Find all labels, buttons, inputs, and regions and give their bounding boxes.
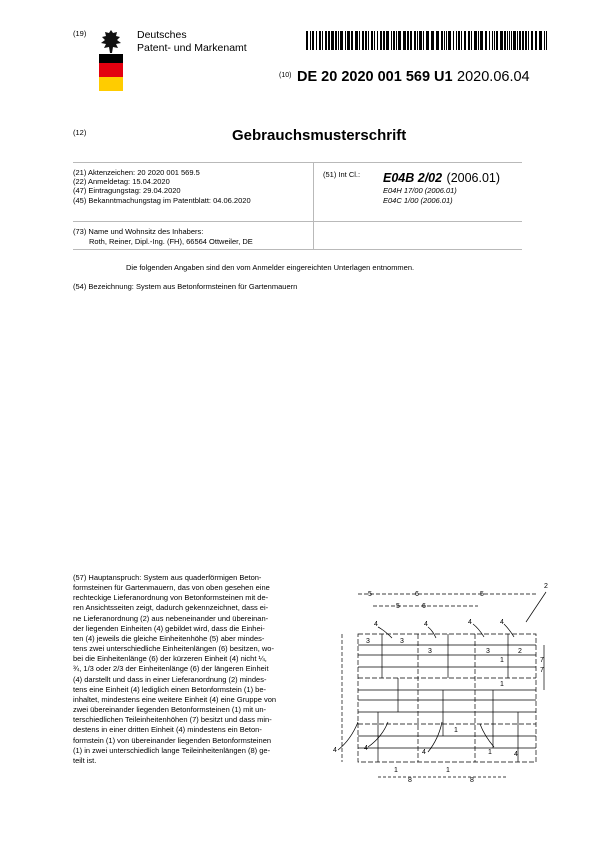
- main-claim: [73, 573, 306, 766]
- claim-line: bei die Einheitenlänge (6) der kürzeren Einheit (4) nicht ¼,: [73, 654, 267, 664]
- barcode-bar: [414, 31, 416, 50]
- barcode-bar: [461, 31, 462, 50]
- barcode-bar: [489, 31, 490, 50]
- barcode: [306, 31, 551, 50]
- fig-label: 7: [540, 657, 544, 664]
- barcode-bar: [340, 31, 343, 50]
- fig-label: 1: [488, 749, 492, 756]
- owner-label: (73) Name und Wohnsitz des Inhabers:: [73, 227, 204, 236]
- barcode-bar: [345, 31, 346, 50]
- barcode-bar: [456, 31, 457, 50]
- fig-label: 2: [518, 648, 522, 655]
- fig-label: 4: [424, 621, 428, 628]
- barcode-bar: [403, 31, 406, 50]
- claim-line: inhaltet, mindestens eine weitere Einheit (4) eine Gruppe von: [73, 694, 277, 704]
- fig-label: 8: [470, 777, 474, 784]
- barcode-bar: [436, 31, 439, 50]
- barcode-bar: [331, 31, 334, 50]
- barcode-bar: [310, 31, 311, 50]
- claim-line: ¾, 1/3 oder 2/3 der Einheitenlänge (6) der längeren Einheit: [73, 664, 269, 674]
- fig-label: 6: [422, 603, 426, 610]
- barcode-bar: [365, 31, 367, 50]
- barcode-bar: [471, 31, 472, 50]
- fig-label: 5: [396, 603, 400, 610]
- fig-label: 5: [368, 591, 372, 598]
- claim-line: tens zwei unterschiedliche Einheitenlängen (6) besitzen, wo-: [73, 644, 274, 654]
- barcode-bar: [464, 31, 466, 50]
- publication-announcement-date: (45) Bekanntmachungstag im Patentblatt: 04.06.2020: [73, 195, 251, 205]
- claim-line: zwei übereinander liegenden Betonformsteinen (1) mit un-: [73, 705, 267, 715]
- int-cl-label: (51) Int Cl.:: [323, 170, 361, 179]
- fig-label: 4: [374, 621, 378, 628]
- barcode-bar: [335, 31, 337, 50]
- document-type-title: Gebrauchsmusterschrift: [232, 127, 407, 144]
- designation: (54) Bezeichnung: System aus Betonformsteinen für Gartenmauern: [73, 282, 298, 291]
- barcode-bar: [362, 31, 364, 50]
- barcode-bar: [444, 31, 445, 50]
- publication-number: DE 20 2020 001 569 U1: [297, 69, 453, 85]
- claim-line: tens eine Einheit (4) lediglich einen Betonformstein (1) be-: [73, 684, 267, 694]
- claim-line: ten (4) jeweils die gleiche Einheitenhöhe (5) aber mindes-: [73, 633, 265, 643]
- barcode-bar: [531, 31, 533, 50]
- office-line-1: Deutsches: [137, 29, 187, 41]
- barcode-bar: [312, 31, 314, 50]
- fig-label: 3: [486, 648, 490, 655]
- barcode-bar: [525, 31, 527, 50]
- fig-label: 3: [366, 638, 370, 645]
- barcode-bar: [494, 31, 495, 50]
- ipc-sub-2: E04C 1/00 (2006.01): [383, 196, 453, 205]
- claim-line: destens in einer dritten Einheit (4) mindestens ein Beton-: [73, 725, 262, 735]
- barcode-bar: [492, 31, 493, 50]
- fig-label: 1: [500, 681, 504, 688]
- claim-line: (4) darstellt und dass in einer Lieferanordnung (2) mindes-: [73, 674, 267, 684]
- barcode-bar: [316, 31, 317, 50]
- barcode-bar: [496, 31, 498, 50]
- fig-label: 1: [394, 767, 398, 774]
- fig-label: 4: [422, 749, 426, 756]
- filing-date: (22) Anmeldetag: 15.04.2020: [73, 177, 170, 187]
- barcode-bar: [511, 31, 512, 50]
- registration-date: (47) Eintragungstag: 29.04.2020: [73, 186, 181, 196]
- barcode-bar: [474, 31, 477, 50]
- barcode-bar: [407, 31, 409, 50]
- barcode-bar: [423, 31, 424, 50]
- barcode-bar: [546, 31, 547, 50]
- office-name: [137, 29, 247, 54]
- publication-date: 2020.06.04: [457, 69, 530, 85]
- fig-label: 4: [514, 751, 518, 758]
- barcode-bar: [517, 31, 518, 50]
- fig-label: 2: [544, 583, 548, 590]
- ipc-sub-1: E04H 17/00 (2006.01): [383, 186, 457, 195]
- barcode-bar: [306, 31, 308, 50]
- barcode-bar: [325, 31, 327, 50]
- barcode-bar: [544, 31, 545, 50]
- barcode-bar: [351, 31, 353, 50]
- barcode-bar: [513, 31, 516, 50]
- barcode-bar: [355, 31, 358, 50]
- inid-12: (12): [73, 128, 87, 137]
- federal-eagle-logo: [98, 27, 124, 91]
- patent-drawing: [318, 582, 550, 787]
- fig-label: 7: [540, 667, 544, 674]
- barcode-bar: [398, 31, 401, 50]
- barcode-bar: [458, 31, 460, 50]
- fig-label: 8: [408, 777, 412, 784]
- inid-10: (10): [279, 72, 292, 79]
- claim-line: teilt ist.: [73, 755, 97, 765]
- barcode-bar: [419, 31, 422, 50]
- barcode-bar: [396, 31, 397, 50]
- barcode-bar: [539, 31, 542, 50]
- barcode-bar: [485, 31, 487, 50]
- barcode-bar: [328, 31, 330, 50]
- claim-line: formstein (1) von übereinander liegenden Betonformsteinen: [73, 735, 272, 745]
- barcode-bar: [500, 31, 503, 50]
- claim-line: formsteinen für Gartenmauern, das von oben gesehen eine: [73, 583, 270, 593]
- fig-label: 1: [454, 727, 458, 734]
- barcode-bar: [359, 31, 360, 50]
- barcode-bar: [522, 31, 524, 50]
- ipc-main: E04B 2/02: [383, 171, 443, 185]
- inid-19: (19): [73, 29, 87, 38]
- claim-line: ne Lieferanordnung (2) aus nebeneinander und übereinan-: [73, 613, 269, 623]
- fig-label: 4: [468, 619, 472, 626]
- barcode-bar: [347, 31, 350, 50]
- fig-label: 5: [480, 591, 484, 598]
- fig-label: 4: [333, 747, 337, 754]
- barcode-bar: [322, 31, 323, 50]
- notice-text: Die folgenden Angaben sind den vom Anmelder eingereichten Unterlagen entnommen.: [126, 263, 415, 272]
- barcode-bar: [478, 31, 479, 50]
- barcode-bar: [338, 31, 339, 50]
- barcode-bar: [426, 31, 429, 50]
- barcode-bar: [509, 31, 510, 50]
- barcode-bar: [448, 31, 451, 50]
- fig-label: 3: [428, 648, 432, 655]
- barcode-bar: [446, 31, 447, 50]
- claim-line: (57) Hauptanspruch: System aus quaderförmigen Beton-: [73, 573, 262, 582]
- ipc-sub-list: [383, 186, 457, 206]
- barcode-bar: [371, 31, 373, 50]
- barcode-bar: [319, 31, 321, 50]
- barcode-bar: [441, 31, 443, 50]
- fig-label: 1: [500, 657, 504, 664]
- fig-label: 4: [364, 745, 368, 752]
- barcode-bar: [535, 31, 537, 50]
- publication-line: [297, 68, 530, 86]
- barcode-bar: [468, 31, 470, 50]
- barcode-bar: [480, 31, 483, 50]
- claim-line: rechteckige Lieferanordnung von Betonformsteinen mit de-: [73, 593, 269, 603]
- biblio-rows: [73, 168, 251, 205]
- barcode-bar: [383, 31, 385, 50]
- fig-label: 3: [400, 638, 404, 645]
- barcode-bar: [417, 31, 418, 50]
- claim-line: (1) in zwei unterschiedlich lange Teileinheitenlängen (8) ge-: [73, 745, 271, 755]
- barcode-bar: [368, 31, 369, 50]
- barcode-bar: [377, 31, 378, 50]
- barcode-bar: [504, 31, 506, 50]
- ipc-main-line: [383, 169, 500, 187]
- barcode-bar: [380, 31, 382, 50]
- barcode-bar: [374, 31, 375, 50]
- barcode-bar: [431, 31, 434, 50]
- office-line-2: Patent- und Markenamt: [137, 41, 247, 54]
- barcode-bar: [386, 31, 389, 50]
- barcode-bar: [519, 31, 521, 50]
- barcode-bar: [453, 31, 454, 50]
- fig-label: 4: [500, 619, 504, 626]
- claim-line: der liegenden Einheiten (4) gebildet wird, dass die Einhei-: [73, 623, 265, 633]
- ipc-main-year: (2006.01): [446, 171, 501, 185]
- application-number: (21) Aktenzeichen: 20 2020 001 569.5: [73, 168, 200, 177]
- barcode-bar: [393, 31, 395, 50]
- owner-value: Roth, Reiner, Dipl.-Ing. (FH), 66564 Ottweiler, DE: [89, 237, 253, 246]
- fig-label: 1: [446, 767, 450, 774]
- barcode-bar: [507, 31, 508, 50]
- barcode-bar: [410, 31, 412, 50]
- claim-line: ren Ansichtsseiten zeigt, dadurch gekennzeichnet, dass ei-: [73, 603, 269, 613]
- barcode-bar: [391, 31, 392, 50]
- barcode-bar: [528, 31, 529, 50]
- fig-label: 6: [415, 591, 419, 598]
- claim-line: terschiedlichen Teileinheitenhöhen (7) besitzt und dass min-: [73, 715, 272, 725]
